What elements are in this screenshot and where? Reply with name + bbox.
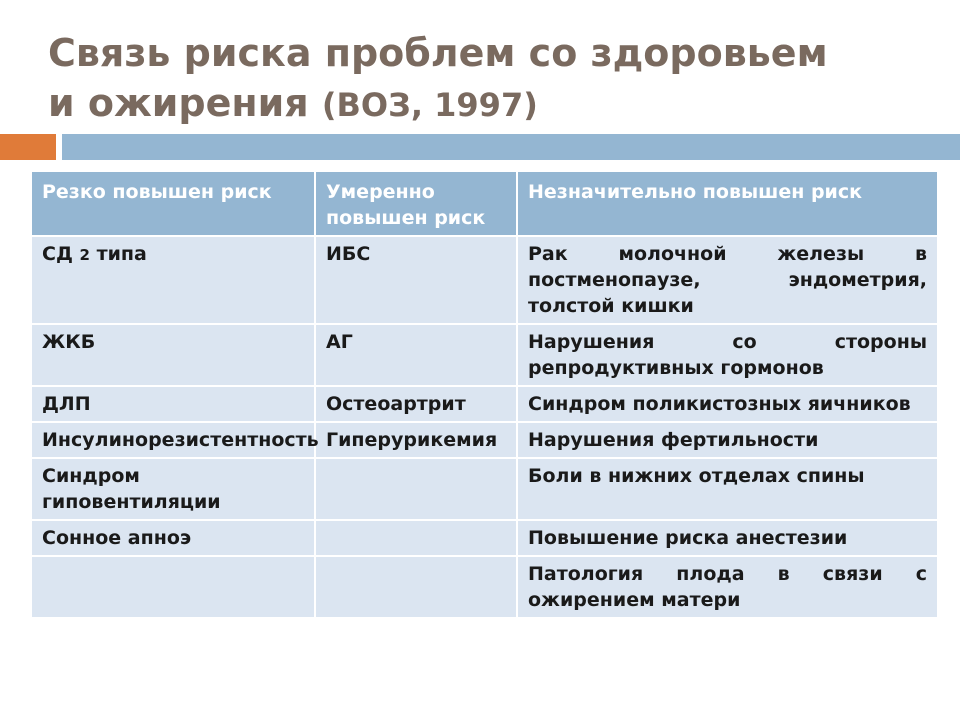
table-row bbox=[31, 236, 938, 324]
table-cell: Инсулинорезистентность bbox=[31, 422, 315, 458]
title-line-1: Связь риска проблем со здоровьем bbox=[48, 31, 828, 75]
table-header bbox=[31, 171, 938, 236]
table-cell: ЖКБ bbox=[31, 324, 315, 386]
table-cell bbox=[315, 520, 517, 556]
table-cell: Синдром гиповентиляции bbox=[31, 458, 315, 520]
table-cell bbox=[31, 556, 315, 618]
table-row bbox=[31, 386, 938, 422]
table-cell: Гиперурикемия bbox=[315, 422, 517, 458]
table-cell: Боли в нижних отделах спины bbox=[517, 458, 938, 520]
table-body bbox=[31, 236, 938, 618]
table-row bbox=[31, 520, 938, 556]
table-cell bbox=[31, 236, 315, 324]
table-cell: Остеоартрит bbox=[315, 386, 517, 422]
header-moderate-risk: Умеренно повышен риск bbox=[315, 171, 517, 236]
cell-text-sd-number: 2 bbox=[79, 246, 90, 264]
accent-bar-orange bbox=[0, 134, 56, 160]
table-cell bbox=[315, 556, 517, 618]
table-row bbox=[31, 556, 938, 618]
table-cell: Сонное апноэ bbox=[31, 520, 315, 556]
table-cell: АГ bbox=[315, 324, 517, 386]
table-row bbox=[31, 458, 938, 520]
table-cell bbox=[315, 458, 517, 520]
table-row bbox=[31, 422, 938, 458]
title-line-2 bbox=[48, 78, 928, 130]
slide-title bbox=[48, 28, 928, 130]
table-cell: ДЛП bbox=[31, 386, 315, 422]
header-slight-risk: Незначительно повышен риск bbox=[517, 171, 938, 236]
table-cell: Нарушения фертильности bbox=[517, 422, 938, 458]
table-cell: Нарушения со стороны репродуктивных гормонов bbox=[517, 324, 938, 386]
header-high-risk: Резко повышен риск bbox=[31, 171, 315, 236]
risk-table bbox=[30, 170, 939, 619]
table-header-row bbox=[31, 171, 938, 236]
table-cell: Рак молочной железы в постменопаузе, эндометрия, толстой кишки bbox=[517, 236, 938, 324]
table-row bbox=[31, 324, 938, 386]
title-line-2-text: и ожирения bbox=[48, 81, 309, 125]
title-source: (ВОЗ, 1997) bbox=[321, 86, 538, 124]
table-cell: ИБС bbox=[315, 236, 517, 324]
table-cell: Повышение риска анестезии bbox=[517, 520, 938, 556]
table-cell: Патология плода в связи с ожирением матери bbox=[517, 556, 938, 618]
accent-bar-blue bbox=[62, 134, 960, 160]
cell-text-sd: СД bbox=[42, 243, 73, 265]
table-cell: Синдром поликистозных яичников bbox=[517, 386, 938, 422]
cell-text-sd-suffix: типа bbox=[96, 243, 147, 265]
